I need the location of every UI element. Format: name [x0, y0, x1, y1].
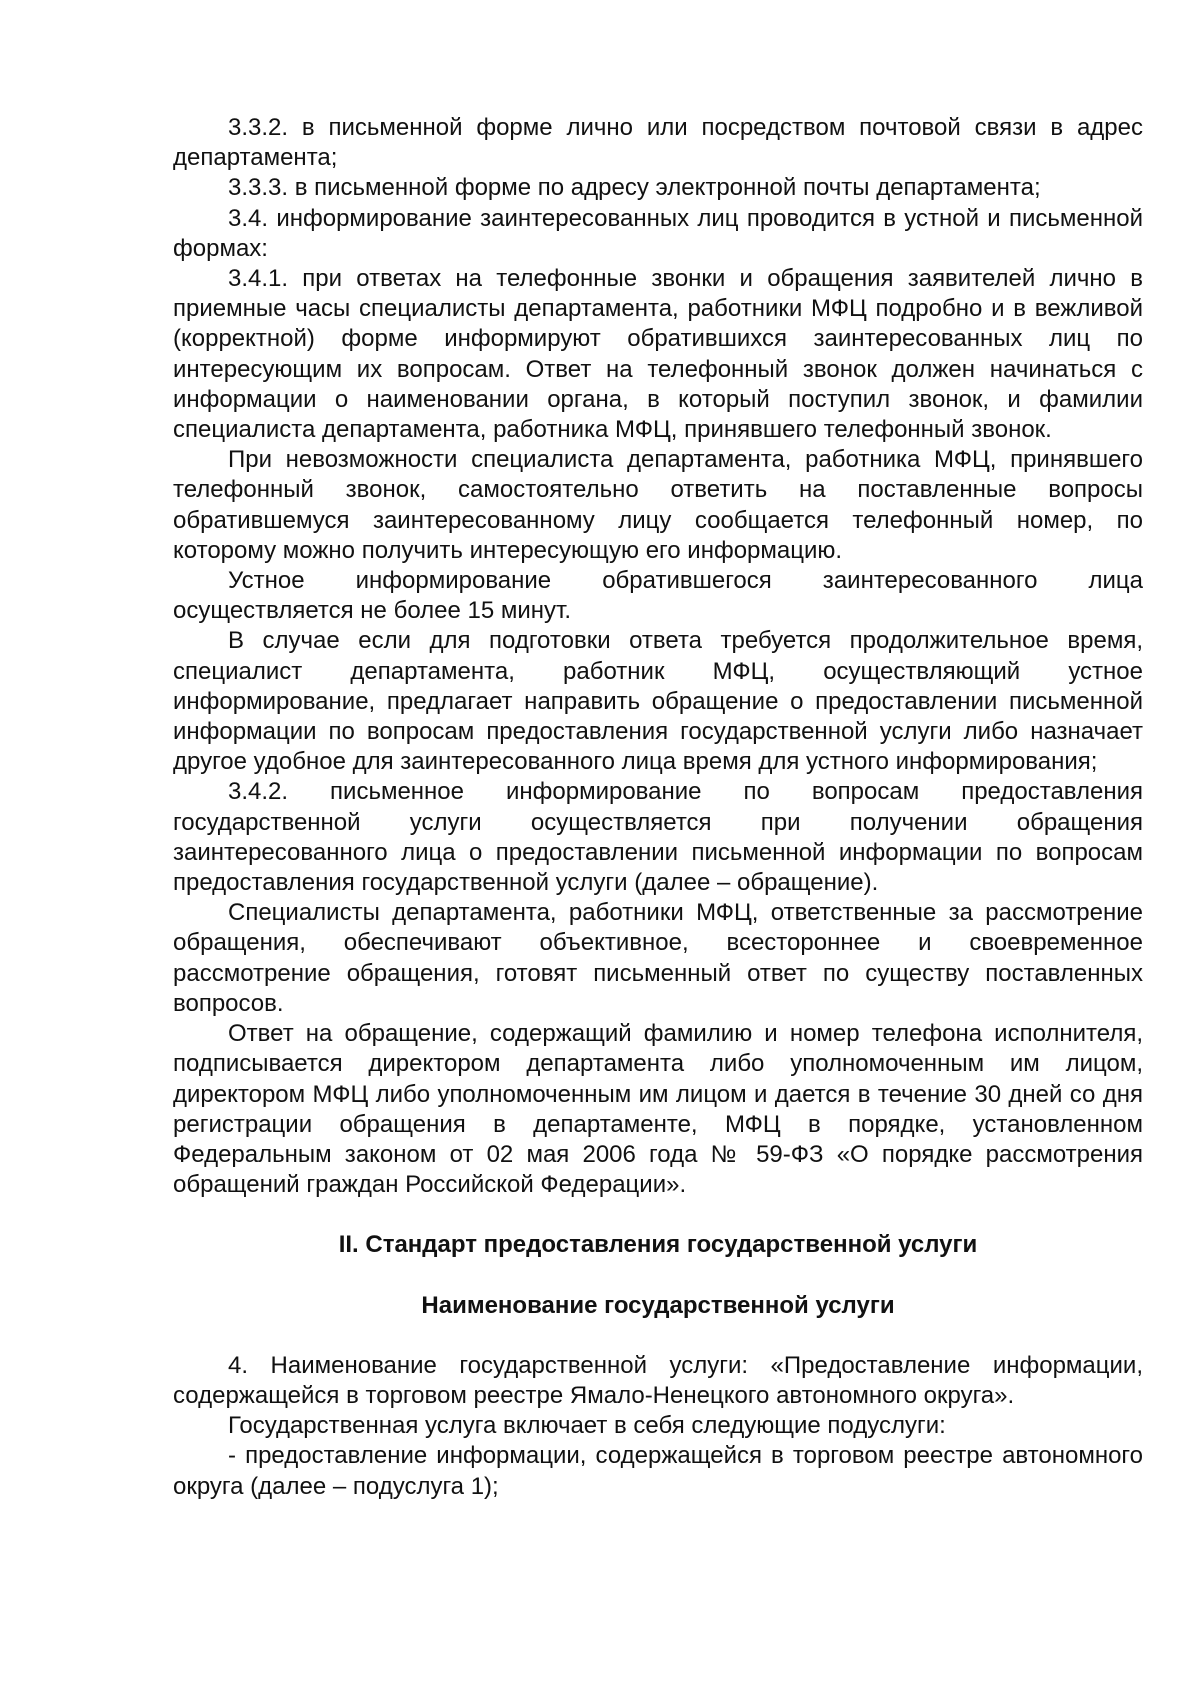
paragraph-specialists: Специалисты департамента, работники МФЦ, ответственные за рассмотрение обращения, обеспечивают объективное, всестороннее и своевременное рассмотрение обращения, готовят письменный ответ по существу поставленных вопросов.	[173, 899, 1143, 1017]
paragraph-3-4-1: 3.4.1. при ответах на телефонные звонки и обращения заявителей лично в приемные часы специалисты департамента, работники МФЦ подробно и в вежливой (корректной) форме информируют обратившихся заинтересованных лиц по интересующим их вопросам. Ответ на телефонный звонок должен начинаться с информации о наименовании органа, в который поступил звонок, и фамилии специалиста департамента, работника МФЦ, принявшего телефонный звонок.	[173, 265, 1143, 444]
spacer	[173, 1321, 1143, 1351]
paragraph-3-3-3: 3.3.3. в письменной форме по адресу электронной почты департамента;	[228, 174, 1041, 202]
document-page	[173, 113, 1143, 1502]
paragraph-oral-duration: Устное информирование обратившегося заинтересованного лица осуществляется не более 15 минут.	[173, 567, 1143, 625]
list-item-subservice-1: - предоставление информации, содержащейся в торговом реестре автономного округа (далее – подуслуга 1);	[173, 1442, 1143, 1500]
section-heading: II. Стандарт предоставления государственной услуги	[338, 1231, 978, 1259]
subsection-heading: Наименование государственной услуги	[421, 1291, 895, 1319]
paragraph-3-4: 3.4. информирование заинтересованных лиц проводится в устной и письменной формах:	[173, 204, 1143, 262]
paragraph-3-4-2: 3.4.2. письменное информирование по вопросам предоставления государственной услуги осуществляется при получении обращения заинтересованного лица о предоставлении письменной информации по вопросам предоставления государственной услуги (далее – обращение).	[173, 778, 1143, 897]
spacer	[173, 1200, 1143, 1230]
spacer	[173, 1261, 1143, 1291]
paragraph-answer-signing: Ответ на обращение, содержащий фамилию и номер телефона исполнителя, подписывается директором департамента либо уполномоченным им лицом, директором МФЦ либо уполномоченным им лицом и дается в течение 30 дней со дня регистрации обращения в департаменте, МФЦ в порядке, установленном Федеральным законом от 02 мая 2006 года № 59-ФЗ «О порядке рассмотрения обращений граждан Российской Федерации».	[173, 1020, 1143, 1199]
paragraph-impossibility: При невозможности специалиста департамента, работника МФЦ, принявшего телефонный звонок, самостоятельно ответить на поставленные вопросы обратившемуся заинтересованному лицу сообщается телефонный номер, по которому можно получить интересующую его информацию.	[173, 446, 1143, 564]
paragraph-3-3-2: 3.3.2. в письменной форме лично или посредством почтовой связи в адрес департамента;	[173, 114, 1143, 172]
paragraph-long-answer: В случае если для подготовки ответа требуется продолжительное время, специалист департамента, работник МФЦ, осуществляющий устное информирование, предлагает направить обращение о предоставлении письменной информации по вопросам предоставления государственной услуги либо назначает другое удобное для заинтересованного лица время для устного информирования;	[173, 627, 1143, 776]
paragraph-4: 4. Наименование государственной услуги: «Предоставление информации, содержащейся в торговом реестре Ямало-Ненецкого автономного округа».	[173, 1351, 1143, 1409]
paragraph-subservices: Государственная услуга включает в себя следующие подуслуги:	[228, 1412, 946, 1440]
